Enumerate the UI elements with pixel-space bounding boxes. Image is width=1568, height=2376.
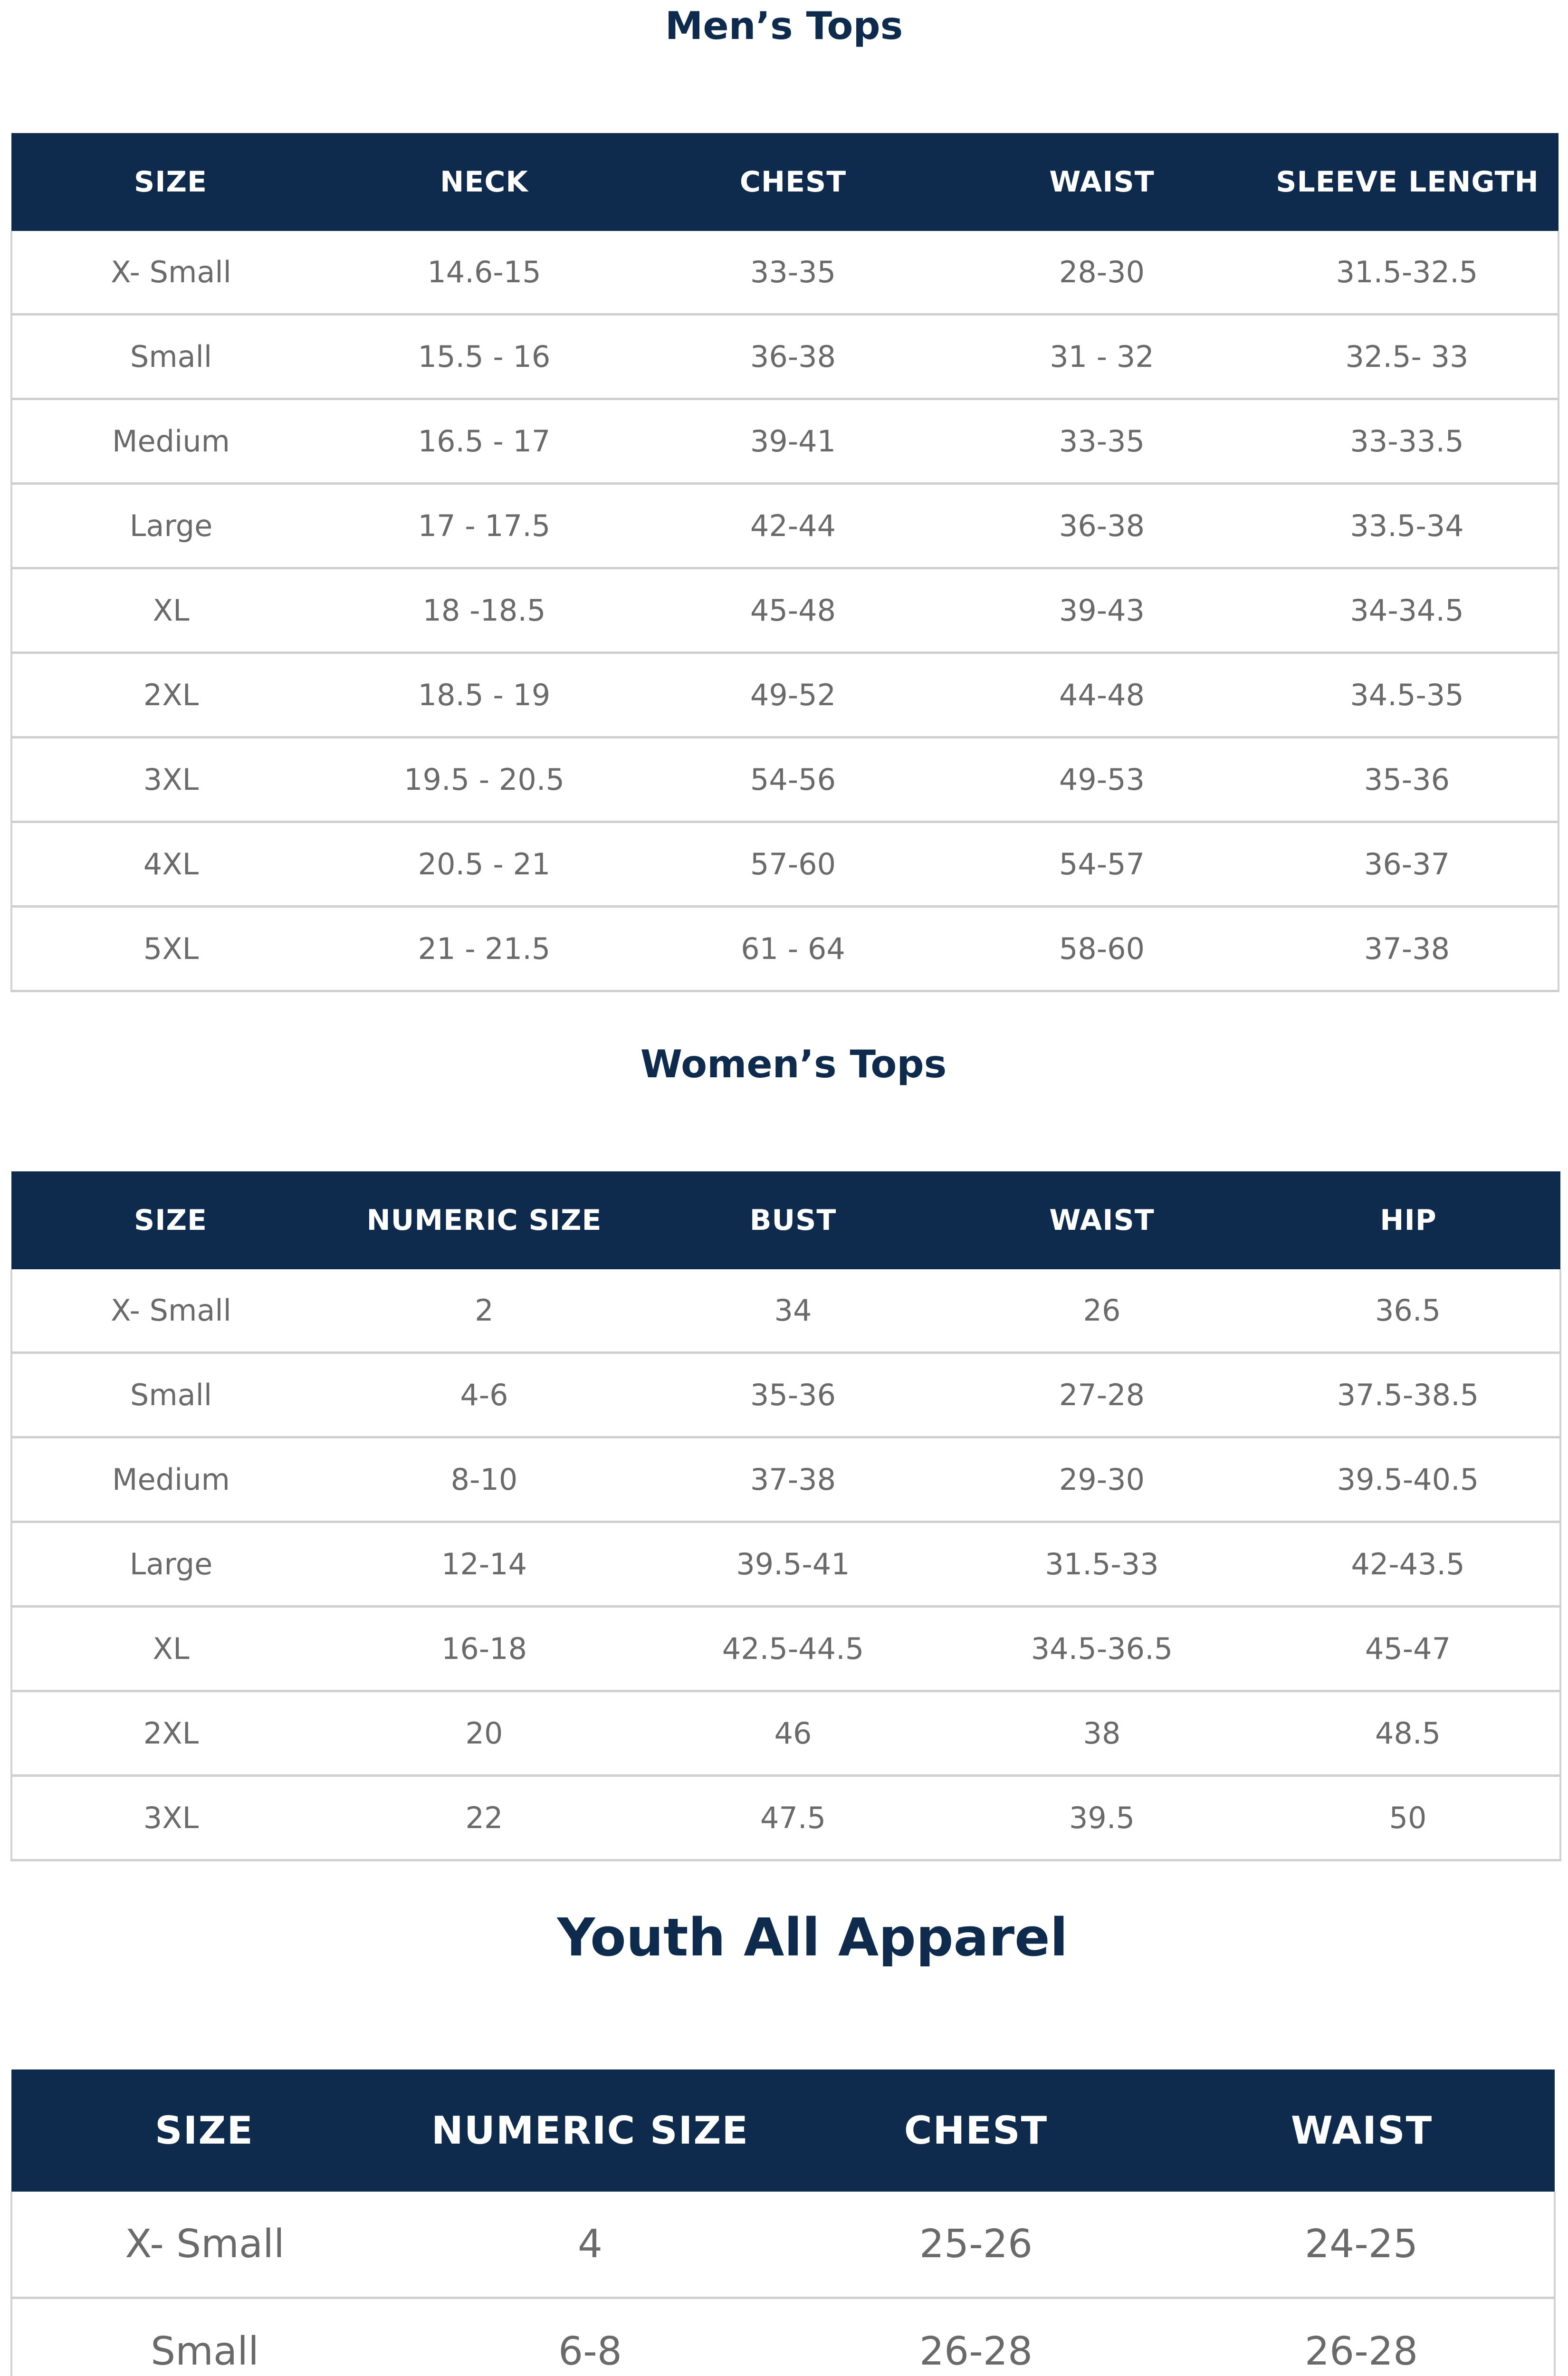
cell-size: Small <box>11 1353 330 1437</box>
cell-size: 4XL <box>11 822 330 907</box>
cell-hip: 39.5-40.5 <box>1256 1437 1560 1522</box>
table-row <box>11 2298 1555 2376</box>
cell-size: X- Small <box>11 1269 330 1353</box>
cell-waist: 39-43 <box>947 568 1256 653</box>
cell-numeric-size: 8-10 <box>330 1437 639 1522</box>
header-hip: HIP <box>1256 1171 1560 1269</box>
table-row <box>11 1522 1560 1607</box>
cell-sleeve-length: 36-37 <box>1256 822 1558 907</box>
header-row <box>11 2069 1555 2192</box>
cell-waist: 36-38 <box>947 484 1256 568</box>
cell-numeric-size: 16-18 <box>330 1607 639 1691</box>
header-waist: WAIST <box>947 1171 1256 1269</box>
cell-size: Medium <box>11 1437 330 1522</box>
cell-hip: 50 <box>1256 1776 1560 1860</box>
table-row <box>11 738 1558 822</box>
cell-waist: 24-25 <box>1169 2192 1555 2298</box>
cell-sleeve-length: 33.5-34 <box>1256 484 1558 568</box>
cell-chest: 57-60 <box>639 822 947 907</box>
header-chest: CHEST <box>639 133 947 231</box>
table-row <box>11 822 1558 907</box>
header-size: SIZE <box>11 2069 397 2192</box>
cell-waist: 54-57 <box>947 822 1256 907</box>
table-body <box>11 231 1558 991</box>
table-row <box>11 1437 1560 1522</box>
cell-hip: 45-47 <box>1256 1607 1560 1691</box>
cell-neck: 16.5 - 17 <box>330 399 639 484</box>
table-header <box>11 2069 1555 2192</box>
cell-numeric-size: 22 <box>330 1776 639 1860</box>
cell-hip: 48.5 <box>1256 1691 1560 1776</box>
table-body <box>11 2192 1555 2376</box>
cell-size: Small <box>11 2298 397 2376</box>
cell-waist: 44-48 <box>947 653 1256 738</box>
cell-hip: 42-43.5 <box>1256 1522 1560 1607</box>
cell-numeric-size: 6-8 <box>397 2298 783 2376</box>
cell-sleeve-length: 32.5- 33 <box>1256 315 1558 399</box>
cell-waist: 39.5 <box>947 1776 1256 1860</box>
cell-numeric-size: 20 <box>330 1691 639 1776</box>
cell-waist: 26-28 <box>1169 2298 1555 2376</box>
cell-size: 5XL <box>11 907 330 991</box>
cell-hip: 36.5 <box>1256 1269 1560 1353</box>
cell-chest: 36-38 <box>639 315 947 399</box>
mens-tops-title: Men’s Tops <box>665 4 903 48</box>
cell-chest: 54-56 <box>639 738 947 822</box>
cell-hip: 37.5-38.5 <box>1256 1353 1560 1437</box>
header-row <box>11 133 1558 231</box>
table-row <box>11 1607 1560 1691</box>
cell-size: Small <box>11 315 330 399</box>
header-numeric-size: NUMERIC SIZE <box>397 2069 783 2192</box>
cell-size: 3XL <box>11 738 330 822</box>
table-row <box>11 231 1558 315</box>
womens-tops-table <box>10 1171 1561 1861</box>
cell-sleeve-length: 31.5-32.5 <box>1256 231 1558 315</box>
table-row <box>11 1353 1560 1437</box>
cell-bust: 34 <box>639 1269 947 1353</box>
cell-numeric-size: 2 <box>330 1269 639 1353</box>
cell-chest: 25-26 <box>783 2192 1169 2298</box>
table-row <box>11 399 1558 484</box>
cell-sleeve-length: 35-36 <box>1256 738 1558 822</box>
cell-neck: 15.5 - 16 <box>330 315 639 399</box>
table-row <box>11 1691 1560 1776</box>
cell-size: XL <box>11 568 330 653</box>
table-row <box>11 315 1558 399</box>
cell-waist: 34.5-36.5 <box>947 1607 1256 1691</box>
mens-tops-table <box>10 133 1559 992</box>
cell-waist: 26 <box>947 1269 1256 1353</box>
header-chest: CHEST <box>783 2069 1169 2192</box>
cell-waist: 31 - 32 <box>947 315 1256 399</box>
cell-waist: 29-30 <box>947 1437 1256 1522</box>
header-size: SIZE <box>11 1171 330 1269</box>
cell-neck: 19.5 - 20.5 <box>330 738 639 822</box>
cell-chest: 45-48 <box>639 568 947 653</box>
cell-bust: 42.5-44.5 <box>639 1607 947 1691</box>
cell-sleeve-length: 34-34.5 <box>1256 568 1558 653</box>
cell-chest: 26-28 <box>783 2298 1169 2376</box>
cell-waist: 38 <box>947 1691 1256 1776</box>
table-row <box>11 484 1558 568</box>
table-row <box>11 2192 1555 2298</box>
cell-neck: 21 - 21.5 <box>330 907 639 991</box>
cell-waist: 33-35 <box>947 399 1256 484</box>
cell-waist: 28-30 <box>947 231 1256 315</box>
table-row <box>11 907 1558 991</box>
header-sleeve-length: SLEEVE LENGTH <box>1256 133 1558 231</box>
cell-chest: 49-52 <box>639 653 947 738</box>
cell-chest: 39-41 <box>639 399 947 484</box>
cell-waist: 27-28 <box>947 1353 1256 1437</box>
cell-waist: 31.5-33 <box>947 1522 1256 1607</box>
cell-neck: 17 - 17.5 <box>330 484 639 568</box>
youth-apparel-table <box>10 2069 1556 2376</box>
cell-size: Large <box>11 484 330 568</box>
cell-bust: 47.5 <box>639 1776 947 1860</box>
cell-size: X- Small <box>11 2192 397 2298</box>
table-header <box>11 133 1558 231</box>
header-bust: BUST <box>639 1171 947 1269</box>
cell-sleeve-length: 34.5-35 <box>1256 653 1558 738</box>
cell-neck: 20.5 - 21 <box>330 822 639 907</box>
cell-chest: 33-35 <box>639 231 947 315</box>
cell-size: Large <box>11 1522 330 1607</box>
cell-size: Medium <box>11 399 330 484</box>
womens-tops-title: Women’s Tops <box>640 1042 947 1086</box>
cell-neck: 18 -18.5 <box>330 568 639 653</box>
cell-neck: 14.6-15 <box>330 231 639 315</box>
header-waist: WAIST <box>1169 2069 1555 2192</box>
cell-size: X- Small <box>11 231 330 315</box>
header-neck: NECK <box>330 133 639 231</box>
cell-bust: 39.5-41 <box>639 1522 947 1607</box>
cell-waist: 58-60 <box>947 907 1256 991</box>
cell-bust: 35-36 <box>639 1353 947 1437</box>
cell-bust: 46 <box>639 1691 947 1776</box>
table-row <box>11 653 1558 738</box>
cell-chest: 42-44 <box>639 484 947 568</box>
table-row <box>11 568 1558 653</box>
cell-size: 2XL <box>11 1691 330 1776</box>
cell-size: 3XL <box>11 1776 330 1860</box>
table-body <box>11 1269 1560 1860</box>
cell-waist: 49-53 <box>947 738 1256 822</box>
table-header <box>11 1171 1560 1269</box>
header-row <box>11 1171 1560 1269</box>
header-size: SIZE <box>11 133 330 231</box>
header-waist: WAIST <box>947 133 1256 231</box>
cell-size: 2XL <box>11 653 330 738</box>
header-numeric-size: NUMERIC SIZE <box>330 1171 639 1269</box>
cell-bust: 37-38 <box>639 1437 947 1522</box>
cell-numeric-size: 4-6 <box>330 1353 639 1437</box>
table-row <box>11 1269 1560 1353</box>
table-row <box>11 1776 1560 1860</box>
cell-neck: 18.5 - 19 <box>330 653 639 738</box>
cell-numeric-size: 12-14 <box>330 1522 639 1607</box>
cell-sleeve-length: 37-38 <box>1256 907 1558 991</box>
cell-sleeve-length: 33-33.5 <box>1256 399 1558 484</box>
cell-chest: 61 - 64 <box>639 907 947 991</box>
cell-numeric-size: 4 <box>397 2192 783 2298</box>
cell-size: XL <box>11 1607 330 1691</box>
youth-apparel-title: Youth All Apparel <box>557 1907 1068 1968</box>
